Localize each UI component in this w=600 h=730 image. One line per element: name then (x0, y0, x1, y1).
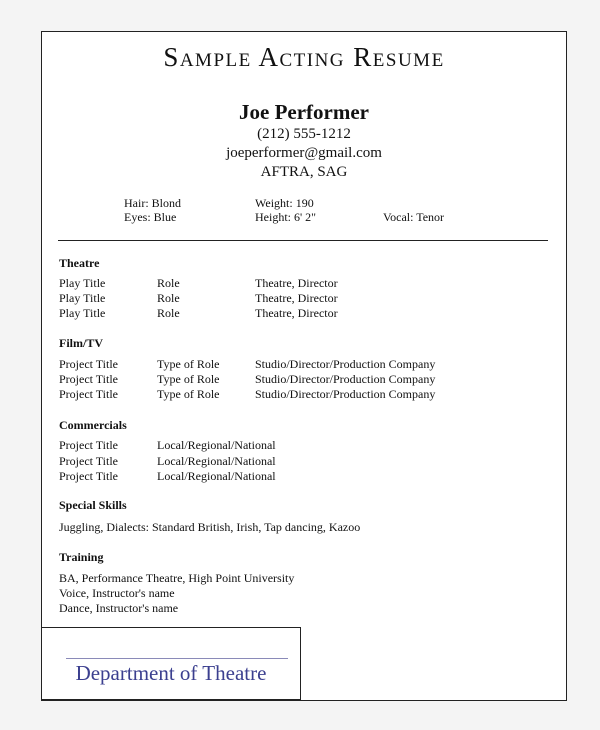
commercial-row: Project Title Local/Regional/National (59, 454, 276, 468)
department-logo-box (41, 627, 301, 700)
stat-height: Height: 6' 2" (255, 210, 317, 224)
commercial-row: Project Title Local/Regional/National (59, 438, 276, 452)
training-heading: Training (59, 550, 104, 564)
department-rule (66, 658, 288, 659)
theatre-row: Play Title Role Theatre, Director (59, 306, 338, 320)
email-address: joeperformer@gmail.com (226, 145, 382, 161)
skills-text: Juggling, Dialects: Standard British, Irish, Tap dancing, Kazoo (59, 520, 361, 534)
training-line: Dance, Instructor's name (59, 601, 179, 615)
resume-page (41, 31, 567, 701)
phone-number: (212) 555-1212 (257, 126, 351, 142)
theatre-row: Play Title Role Theatre, Director (59, 291, 338, 305)
union-affiliations: AFTRA, SAG (260, 164, 348, 180)
performer-name: Joe Performer (239, 100, 369, 124)
film-row: Project Title Type of Role Studio/Director/Production Company (59, 387, 436, 401)
film-row: Project Title Type of Role Studio/Director/Production Company (59, 357, 436, 371)
training-line: BA, Performance Theatre, High Point University (59, 571, 295, 585)
resume-title: Sample Acting Resume (163, 42, 445, 72)
stat-vocal: Vocal: Tenor (383, 210, 445, 224)
training-line: Voice, Instructor's name (59, 586, 175, 600)
commercials-heading: Commercials (59, 418, 127, 432)
film-row: Project Title Type of Role Studio/Director/Production Company (59, 372, 436, 386)
section-divider (58, 240, 548, 241)
theatre-row: Play Title Role Theatre, Director (59, 276, 338, 290)
skills-heading: Special Skills (59, 498, 127, 512)
stat-eyes: Eyes: Blue (124, 210, 177, 224)
film-heading: Film/TV (59, 336, 103, 350)
theatre-heading: Theatre (59, 256, 100, 270)
department-name: Department of Theatre (75, 661, 267, 685)
commercial-row: Project Title Local/Regional/National (59, 469, 276, 483)
stat-hair: Hair: Blond (124, 196, 181, 210)
stat-weight: Weight: 190 (255, 196, 314, 210)
